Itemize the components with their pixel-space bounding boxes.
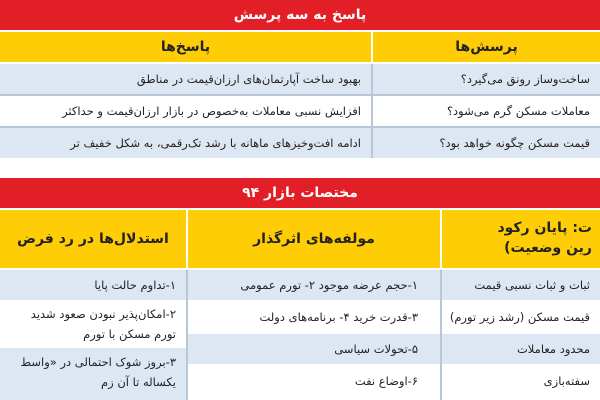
argument-item bbox=[0, 348, 186, 400]
question-cell: قیمت مسکن چگونه خواهد بود؟ bbox=[373, 128, 600, 158]
factor-item: ۱-حجم عرضه موجود ۲- تورم عمومی bbox=[188, 270, 440, 300]
argument-item-line: ۳-بروز شوک احتمالی در «واسط bbox=[20, 355, 176, 369]
question-cell: ساخت‌وساز رونق می‌گیرد؟ bbox=[373, 64, 600, 94]
argument-item bbox=[0, 302, 186, 346]
column-divider bbox=[440, 270, 442, 400]
header-factors-label: مولفه‌های اثرگذار bbox=[253, 231, 375, 247]
section1-title: پاسخ به سه پرسش bbox=[0, 0, 600, 30]
header-questions-label: پرسش‌ها bbox=[455, 39, 518, 55]
argument-item: ۱-تداوم حالت پایا bbox=[0, 270, 186, 300]
market-state-item: سفته‌بازی bbox=[442, 366, 600, 400]
header-answers bbox=[0, 32, 371, 62]
factor-item: ۵-تحولات سیاسی bbox=[188, 334, 440, 364]
row-divider bbox=[0, 94, 600, 96]
factor-item: ۳-قدرت خرید ۴- برنامه‌های دولت bbox=[188, 302, 440, 332]
argument-item-line: یکساله تا آن زم bbox=[101, 375, 176, 389]
header-arguments-label: استدلال‌ها در رد فرض bbox=[17, 231, 169, 247]
market-state-item: قیمت مسکن (رشد زیر تورم) bbox=[442, 302, 600, 332]
argument-item-line: ۲-امکان‌پذیر نبودن صعود شدید bbox=[30, 307, 176, 321]
answer-cell: بهبود ساخت آپارتمان‌های ارزان‌قیمت در مناطق bbox=[0, 64, 371, 94]
row-divider bbox=[0, 126, 600, 128]
header-questions bbox=[373, 32, 600, 62]
column-divider bbox=[371, 64, 373, 158]
market-state-item: محدود معاملات bbox=[442, 334, 600, 364]
section2-title: مختصات بازار ۹۴ bbox=[0, 178, 600, 208]
header-arguments bbox=[0, 210, 186, 268]
header-factors bbox=[188, 210, 440, 268]
factor-item: ۶-اوضاع نفت bbox=[188, 366, 440, 400]
header-market-state-line1: ت: پایان رکود bbox=[497, 220, 592, 236]
header-answers-label: پاسخ‌ها bbox=[160, 39, 211, 55]
answer-cell: افزایش نسبی معاملات به‌خصوص در بازار ارزان‌قیمت و حداکثر bbox=[0, 96, 371, 126]
argument-item-line: تورم مسکن با تورم bbox=[83, 327, 176, 341]
answer-cell: ادامه افت‌وخیزهای ماهانه با رشد تک‌رقمی، به شکل خفیف تر bbox=[0, 128, 371, 158]
question-cell: معاملات مسکن گرم می‌شود؟ bbox=[373, 96, 600, 126]
column-divider bbox=[186, 270, 188, 400]
header-market-state bbox=[442, 210, 600, 268]
market-state-item: ثبات و ثبات نسبی قیمت bbox=[442, 270, 600, 300]
header-market-state-line2: رین وضعیت) bbox=[504, 240, 592, 256]
